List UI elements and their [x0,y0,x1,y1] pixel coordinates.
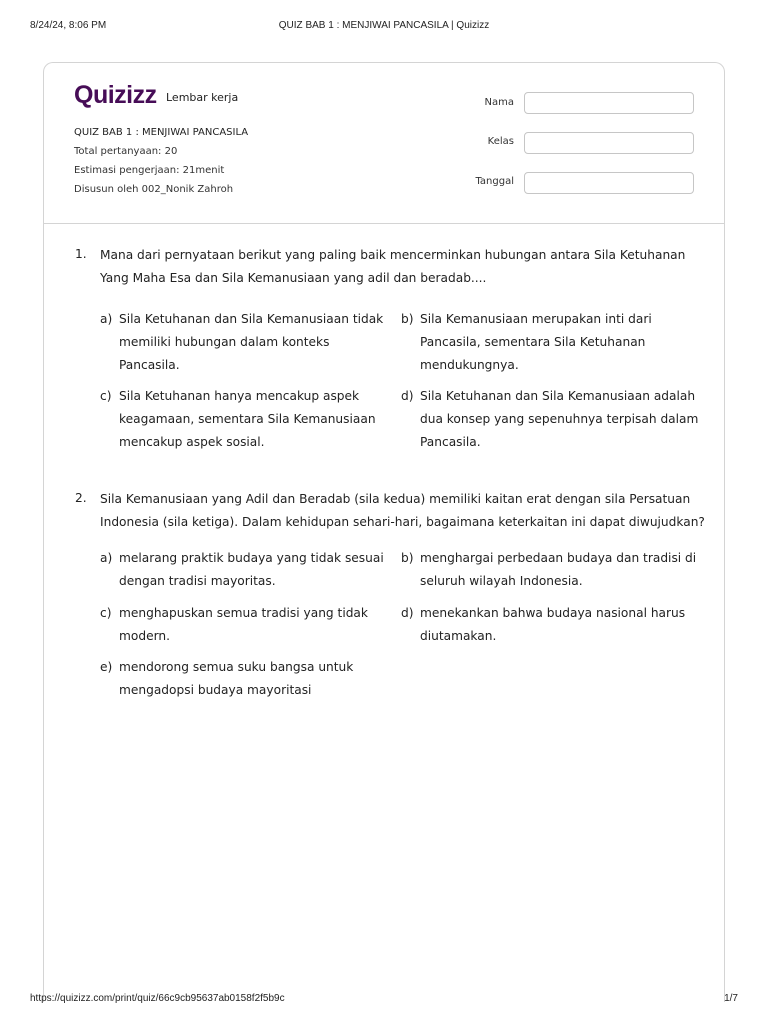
date-label: Tanggal [475,176,514,187]
question-text: Sila Kemanusiaan yang Adil dan Beradab (sila kedua) memiliki kaitan erat dengan sila Persatuan Indonesia (sila ketiga). Dalam kehidupan sehari-hari, bagaimana keterkaitan ini dapat diwujudkan? [100,492,705,529]
question-number: 2. [75,491,87,505]
question-text: Mana dari pernyataan berikut yang paling baik mencerminkan hubungan antara Sila Ketuhanan Yang Maha Esa dan Sila Kemanusiaan yang adil dan beradab.... [100,248,686,285]
worksheet-header [44,63,724,224]
print-date: 8/24/24, 8:06 PM [30,20,107,31]
option-text: Sila Ketuhanan hanya mencakup aspek keagamaan, sementara Sila Kemanusiaan mencakup aspek sosial. [119,389,376,449]
option-letter: e) [100,660,113,674]
total-questions: Total pertanyaan: 20 [74,146,178,157]
class-field[interactable] [524,132,694,154]
option-letter: a) [100,551,113,565]
option-text: menghargai perbedaan budaya dan tradisi di seluruh wilayah Indonesia. [420,551,697,588]
estimated-time: Estimasi pengerjaan: 21menit [74,165,225,176]
question-number: 1. [75,247,87,261]
quiz-author: Disusun oleh 002_Nonik Zahroh [74,184,234,195]
option-letter: c) [100,606,112,620]
quizizz-logo: Quizizz [74,81,157,109]
worksheet [43,62,725,1002]
quiz-title: QUIZ BAB 1 : MENJIWAI PANCASILA [74,127,249,138]
option-text: Sila Ketuhanan dan Sila Kemanusiaan tidak memiliki hubungan dalam konteks Pancasila. [119,312,384,372]
print-title: QUIZ BAB 1 : MENJIWAI PANCASILA | Quizizz [278,20,490,31]
option-letter: c) [100,389,112,403]
date-field[interactable] [524,172,694,194]
option-text: melarang praktik budaya yang tidak sesuai dengan tradisi mayoritas. [119,551,384,588]
page-number: 1/7 [724,993,738,1004]
option-text: Sila Kemanusiaan merupakan inti dari Pancasila, sementara Sila Ketuhanan mendukungnya. [420,312,652,372]
option-letter: d) [401,389,414,403]
option-letter: d) [401,606,414,620]
print-footer [30,993,738,1007]
name-label: Nama [484,97,514,108]
worksheet-label: Lembar kerja [166,91,239,104]
name-field[interactable] [524,92,694,114]
option-text: mendorong semua suku bangsa untuk mengadopsi budaya mayoritasi [119,660,354,697]
print-url[interactable]: https://quizizz.com/print/quiz/66c9cb95637ab0158f2f5b9c [30,993,285,1004]
print-header [30,20,738,34]
option-letter: b) [401,551,414,565]
class-label: Kelas [487,136,514,147]
option-letter: a) [100,312,113,326]
option-text: Sila Ketuhanan dan Sila Kemanusiaan adalah dua konsep yang sepenuhnya terpisah dalam Pancasila. [420,389,699,449]
option-letter: b) [401,312,414,326]
option-text: menghapuskan semua tradisi yang tidak modern. [119,606,368,643]
option-text: menekankan bahwa budaya nasional harus diutamakan. [420,606,686,643]
